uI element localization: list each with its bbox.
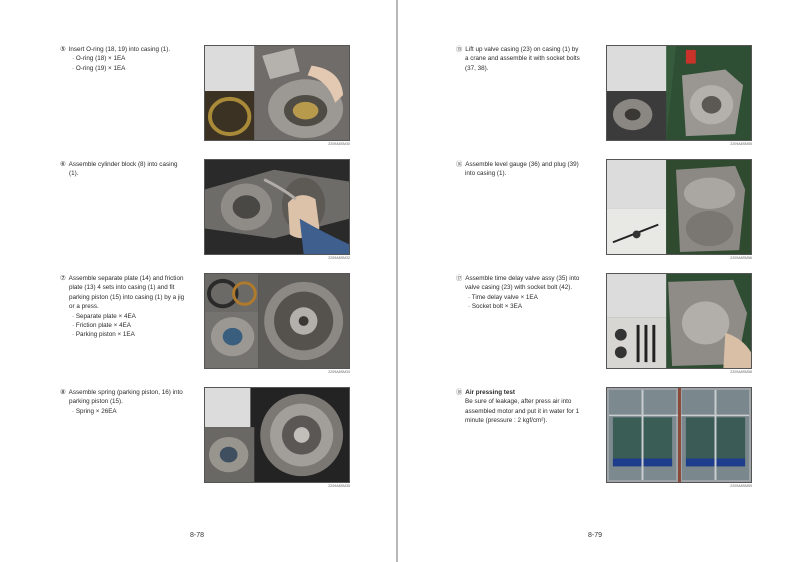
step-18-photo	[606, 387, 752, 483]
step-number: ⑱	[456, 389, 463, 396]
photo-code: 2209A8SM59	[730, 484, 752, 488]
step-number: ⑤	[60, 46, 66, 53]
photo-code: 2209A8SM35	[328, 484, 350, 488]
step-17-photo	[606, 273, 752, 369]
step-number: ⑥	[60, 161, 66, 168]
step-line: (37, 38).	[465, 64, 489, 72]
step-sub: · Friction plate × 4EA	[72, 322, 131, 330]
step-line: into casing (1).	[465, 170, 507, 178]
step-5-text	[60, 45, 200, 73]
step-sub: · O-ring (18) × 1EA	[72, 55, 126, 63]
step-line: Assemble separate plate (14) and friction	[68, 275, 184, 282]
step-8-text	[60, 388, 200, 416]
step-number: ⑦	[60, 275, 66, 282]
step-line: valve casing (23) with socket bolt (42).	[465, 284, 573, 292]
photo-code: 2209A8SM30	[328, 142, 350, 146]
step-15-photo	[606, 45, 752, 141]
step-number: ⑰	[456, 275, 463, 282]
step-sub: · Spring × 26EA	[72, 407, 117, 415]
step-16-text	[456, 160, 598, 179]
step-5-photo	[204, 45, 350, 141]
step-17-text	[456, 274, 598, 312]
step-15-text	[456, 45, 598, 73]
step-line: parking piston (15) into casing (1) by a jig	[69, 293, 185, 301]
step-number: ⑯	[456, 161, 463, 168]
step-line: Lift up valve casing (23) on casing (1) by	[465, 46, 579, 53]
step-line: Be sure of leakage, after press air into	[465, 398, 572, 406]
photo-code: 2209A8SM58	[730, 370, 752, 374]
step-line: Assemble level gauge (36) and plug (39)	[465, 161, 579, 168]
page-number: 8-79	[588, 532, 603, 539]
step-16-photo	[606, 159, 752, 255]
step-title: Air pressing test	[465, 389, 515, 396]
photo-code: 2209A8SM34	[328, 370, 350, 374]
step-8-photo	[204, 387, 350, 483]
step-number: ⑮	[456, 46, 463, 53]
step-6-photo	[204, 159, 350, 255]
step-line: minute (pressure : 2 kgf/cm²).	[465, 417, 548, 425]
photo-code: 2209A8SM56	[730, 256, 752, 260]
page-number: 8-78	[190, 532, 205, 539]
step-line: plate (13) 4 sets into casing (1) and fit	[69, 284, 175, 292]
step-sub: · O-ring (19) × 1EA	[72, 64, 126, 72]
photo-code: 2209A8SM55	[730, 142, 752, 146]
step-line: parking piston (15).	[69, 398, 123, 406]
left-page	[0, 0, 396, 562]
step-line: Insert O-ring (18, 19) into casing (1).	[68, 46, 171, 53]
step-number: ⑧	[60, 389, 66, 396]
step-sub: · Time delay valve × 1EA	[468, 293, 538, 301]
step-18-text	[456, 388, 598, 426]
step-line: (1).	[69, 170, 79, 178]
step-sub: · Socket bolt × 3EA	[468, 303, 523, 311]
step-7-photo	[204, 273, 350, 369]
step-line: a crane and assemble it with socket bolts	[465, 55, 580, 63]
step-line: assembled motor and put it in water for 1	[465, 407, 580, 415]
step-line: Assemble cylinder block (8) into casing	[68, 161, 178, 168]
step-line: or a press.	[69, 303, 99, 311]
step-sub: · Separate plate × 4EA	[72, 312, 136, 320]
photo-code: 2209A8SM32	[328, 256, 350, 260]
step-line: Assemble spring (parking piston, 16) into	[68, 389, 183, 396]
step-7-text	[60, 274, 200, 340]
step-6-text	[60, 160, 200, 179]
right-page	[398, 0, 794, 562]
step-line: Assemble time delay valve assy (35) into	[465, 275, 580, 282]
step-sub: · Parking piston × 1EA	[72, 331, 135, 339]
